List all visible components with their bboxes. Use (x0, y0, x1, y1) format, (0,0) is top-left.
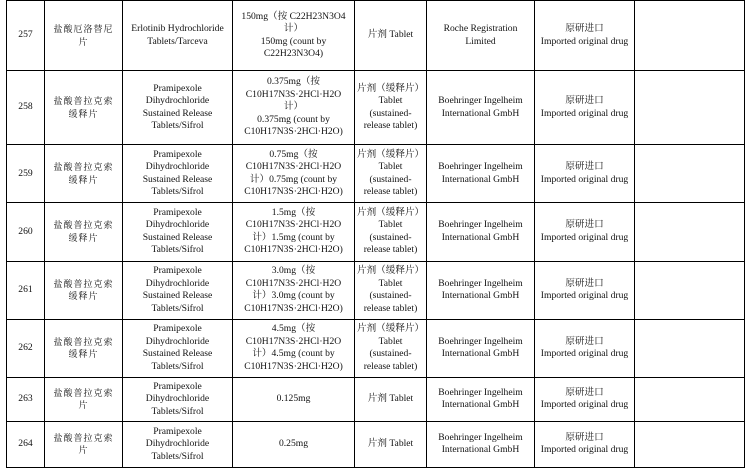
drug-name-english-line: Pramipexole (153, 206, 202, 218)
specification (233, 421, 355, 467)
drug-type-line: 原研进口 (565, 431, 604, 443)
specification-line: C10H17N3S·2HCl·H2O (245, 88, 342, 100)
marketing-company-line: International GmbH (441, 444, 520, 456)
drug-name-english-line: Pramipexole (153, 323, 202, 335)
row-number: 262 (7, 319, 45, 377)
drug-name-english-line: Pramipexole (153, 380, 202, 392)
drug-name-english-line: Dihydrochloride (145, 161, 210, 173)
table-row (7, 1, 745, 71)
dosage-form (355, 71, 427, 145)
marketing-company-line: Boehringer Ingelheim (438, 277, 523, 289)
drug-type (535, 1, 635, 71)
drug-name-english-line: Dihydrochloride (145, 95, 210, 107)
marketing-company-line: Roche Registration (443, 23, 518, 35)
drug-name-chinese-line: 缓释片 (68, 174, 99, 185)
drug-name-chinese-line: 缓释片 (68, 108, 99, 119)
row-number: 263 (7, 377, 45, 421)
table-row (7, 421, 745, 467)
specification-line: 计）3.0mg (count by (252, 290, 335, 302)
drug-name-english-line: Sustained Release (142, 290, 213, 302)
drug-name-english-line: Sustained Release (142, 173, 213, 185)
row-number: 259 (7, 145, 45, 203)
drug-type (535, 71, 635, 145)
marketing-company (427, 421, 535, 467)
table-row (7, 71, 745, 145)
dosage-form (355, 145, 427, 203)
empty-cell (635, 1, 745, 71)
dosage-form (355, 203, 427, 261)
drug-type-line: 原研进口 (565, 335, 604, 347)
table-body (7, 1, 745, 468)
specification (233, 319, 355, 377)
drug-name-english-line: Tablets/Sifrol (151, 302, 204, 314)
drug-name-english-line: Dihydrochloride (145, 219, 210, 231)
drug-type-line: 原研进口 (565, 23, 604, 35)
drug-name-english-line: Pramipexole (153, 425, 202, 437)
drug-name-chinese-line: 盐酸普拉克索 (53, 220, 114, 231)
drug-type (535, 203, 635, 261)
drug-name-english-line: Sustained Release (142, 107, 213, 119)
dosage-form-line: Tablet (sustained- (369, 277, 412, 302)
marketing-company-line: Boehringer Ingelheim (438, 161, 523, 173)
drug-name-english (123, 71, 233, 145)
drug-name-chinese-line: 片 (78, 400, 89, 411)
marketing-company-line: International GmbH (441, 399, 520, 411)
drug-type-line: 原研进口 (565, 277, 604, 289)
dosage-form-line: release tablet) (363, 120, 418, 132)
dosage-form (355, 1, 427, 71)
empty-cell (635, 145, 745, 203)
dosage-form-line: release tablet) (363, 302, 418, 314)
specification-line: 3.0mg（按 (271, 265, 316, 277)
specification-line: 0.75mg（按 (269, 148, 318, 160)
dosage-form-line: 片剂（缓释片） (357, 265, 425, 277)
specification-line: 计） (283, 101, 304, 113)
drug-type-line: Imported original drug (540, 231, 629, 243)
specification-line: C10H17N3S·2HCl·H2O) (244, 186, 343, 198)
empty-cell (635, 319, 745, 377)
dosage-form-line: Tablet (sustained- (369, 335, 412, 360)
dosage-form-line: 片剂（缓释片） (357, 206, 425, 218)
drug-name-english-line: Tablets/Tarceva (147, 35, 208, 47)
table-row (7, 203, 745, 261)
drug-name-english (123, 1, 233, 71)
drug-name-english-line: Tablets/Sifrol (151, 244, 204, 256)
dosage-form-line: release tablet) (363, 360, 418, 372)
drug-name-english (123, 203, 233, 261)
marketing-company-line: Boehringer Ingelheim (438, 386, 523, 398)
drug-type (535, 319, 635, 377)
dosage-form-line: release tablet) (363, 186, 418, 198)
marketing-company-line: International GmbH (441, 290, 520, 302)
empty-cell (635, 71, 745, 145)
marketing-company (427, 1, 535, 71)
drug-name-english-line: Tablets/Sifrol (151, 360, 204, 372)
drug-name-chinese-line: 片 (78, 36, 89, 47)
drug-name-english-line: Dihydrochloride (145, 277, 210, 289)
drug-name-chinese-line: 缓释片 (68, 349, 99, 360)
drug-name-chinese-line: 盐酸普拉克索 (53, 432, 114, 443)
specification-line: 150mg（按 C22H23N3O4 (241, 10, 346, 22)
specification-line: 0.25mg (278, 438, 309, 450)
drug-name-english-line: Tablets/Sifrol (151, 450, 204, 462)
drug-type-line: 原研进口 (565, 95, 604, 107)
specification-line: C10H17N3S·2HCl·H2O (245, 219, 342, 231)
specification-line: C10H17N3S·2HCl·H2O (245, 335, 342, 347)
row-number: 264 (7, 421, 45, 467)
drug-name-english-line: Pramipexole (153, 82, 202, 94)
table-row (7, 261, 745, 319)
drug-name-chinese-line: 缓释片 (68, 232, 99, 243)
drug-name-chinese-line: 盐酸普拉克索 (53, 387, 114, 398)
drug-name-english-line: Tablets/Sifrol (151, 405, 204, 417)
specification (233, 71, 355, 145)
empty-cell (635, 261, 745, 319)
drug-type-line: Imported original drug (540, 107, 629, 119)
drug-type (535, 261, 635, 319)
empty-cell (635, 421, 745, 467)
drug-type-line: 原研进口 (565, 161, 604, 173)
specification-line: C22H23N3O4) (263, 48, 324, 60)
table-row (7, 145, 745, 203)
drug-name-english-line: Sustained Release (142, 231, 213, 243)
drug-name-english-line: Erlotinib Hydrochloride (131, 23, 224, 35)
drug-list-table (6, 0, 745, 468)
marketing-company-line: Boehringer Ingelheim (438, 95, 523, 107)
drug-name-chinese-line: 缓释片 (68, 291, 99, 302)
dosage-form (355, 261, 427, 319)
marketing-company (427, 261, 535, 319)
empty-cell (635, 377, 745, 421)
specification-line: 计）1.5mg (count by (252, 231, 335, 243)
marketing-company-line: International GmbH (441, 173, 520, 185)
marketing-company (427, 377, 535, 421)
marketing-company-line: International GmbH (441, 231, 520, 243)
dosage-form-line: Tablet (sustained- (369, 219, 412, 243)
table-row (7, 377, 745, 421)
drug-name-english-line: Dihydrochloride (145, 438, 210, 450)
drug-name-english-line: Tablets/Sifrol (151, 120, 204, 132)
drug-name-chinese (45, 71, 123, 145)
drug-type (535, 145, 635, 203)
row-number: 257 (7, 1, 45, 71)
drug-name-chinese-line: 盐酸普拉克索 (53, 278, 114, 289)
specification-line: C10H17N3S·2HCl·H2O) (244, 302, 343, 314)
drug-name-chinese (45, 261, 123, 319)
drug-name-chinese (45, 145, 123, 203)
dosage-form-line: Tablet (sustained- (369, 95, 412, 119)
specification-line: 计）4.5mg (count by (252, 348, 335, 360)
dosage-form-line: 片剂 Tablet (367, 438, 414, 450)
drug-name-chinese-line: 盐酸厄洛替尼 (53, 24, 114, 35)
specification (233, 261, 355, 319)
marketing-company-line: Boehringer Ingelheim (438, 335, 523, 347)
drug-name-english-line: Pramipexole (153, 148, 202, 160)
specification-line: C10H17N3S·2HCl·H2O) (244, 244, 343, 256)
marketing-company (427, 145, 535, 203)
drug-name-english (123, 261, 233, 319)
drug-name-chinese (45, 203, 123, 261)
specification (233, 1, 355, 71)
drug-type-line: Imported original drug (540, 444, 629, 456)
drug-type-line: Imported original drug (540, 348, 629, 360)
dosage-form-line: Tablet (sustained- (369, 161, 412, 185)
drug-type-line: Imported original drug (540, 290, 629, 302)
drug-type-line: Imported original drug (540, 399, 629, 411)
marketing-company-line: Boehringer Ingelheim (438, 219, 523, 231)
marketing-company (427, 319, 535, 377)
drug-name-chinese-line: 盐酸普拉克索 (53, 336, 114, 347)
drug-name-chinese (45, 377, 123, 421)
specification-line: C10H17N3S·2HCl·H2O) (244, 360, 343, 372)
specification-line: 计）0.75mg (count by (249, 173, 338, 185)
specification (233, 203, 355, 261)
marketing-company (427, 203, 535, 261)
dosage-form (355, 377, 427, 421)
marketing-company-line: Boehringer Ingelheim (438, 431, 523, 443)
marketing-company (427, 71, 535, 145)
drug-type-line: 原研进口 (565, 219, 604, 231)
specification-line: 150mg (count by (260, 35, 327, 47)
drug-name-english-line: Dihydrochloride (145, 335, 210, 347)
dosage-form (355, 421, 427, 467)
marketing-company-line: International GmbH (441, 348, 520, 360)
drug-name-english-line: Pramipexole (153, 265, 202, 277)
specification-line: C10H17N3S·2HCl·H2O (245, 277, 342, 289)
drug-name-english-line: Sustained Release (142, 348, 213, 360)
drug-type (535, 421, 635, 467)
specification (233, 145, 355, 203)
dosage-form-line: 片剂（缓释片） (357, 148, 425, 160)
specification-line: 0.375mg (count by (257, 113, 330, 125)
dosage-form-line: 片剂 Tablet (367, 393, 414, 405)
drug-name-chinese-line: 盐酸普拉克索 (53, 96, 114, 107)
drug-name-chinese (45, 421, 123, 467)
dosage-form-line: release tablet) (363, 244, 418, 256)
drug-name-english (123, 319, 233, 377)
specification-line: 4.5mg（按 (271, 323, 316, 335)
specification-line: C10H17N3S·2HCl·H2O (245, 161, 342, 173)
row-number: 260 (7, 203, 45, 261)
drug-name-chinese (45, 319, 123, 377)
drug-type (535, 377, 635, 421)
drug-type-line: Imported original drug (540, 173, 629, 185)
table-row (7, 319, 745, 377)
drug-type-line: Imported original drug (540, 35, 629, 47)
row-number: 261 (7, 261, 45, 319)
drug-name-chinese-line: 片 (78, 445, 89, 456)
empty-cell (635, 203, 745, 261)
specification-line: 0.375mg（按 (266, 76, 321, 88)
drug-type-line: 原研进口 (565, 386, 604, 398)
drug-name-chinese (45, 1, 123, 71)
row-number: 258 (7, 71, 45, 145)
specification (233, 377, 355, 421)
specification-line: 0.125mg (276, 393, 311, 405)
specification-line: 计） (283, 23, 304, 35)
drug-name-english (123, 377, 233, 421)
drug-name-chinese-line: 盐酸普拉克索 (53, 162, 114, 173)
drug-name-english (123, 421, 233, 467)
drug-name-english (123, 145, 233, 203)
dosage-form (355, 319, 427, 377)
dosage-form-line: 片剂（缓释片） (357, 323, 425, 335)
marketing-company-line: International GmbH (441, 107, 520, 119)
dosage-form-line: 片剂（缓释片） (357, 82, 425, 94)
specification-line: C10H17N3S·2HCl·H2O) (244, 126, 343, 138)
dosage-form-line: 片剂 Tablet (367, 29, 414, 41)
specification-line: 1.5mg（按 (271, 206, 316, 218)
drug-name-english-line: Tablets/Sifrol (151, 186, 204, 198)
marketing-company-line: Limited (465, 35, 496, 47)
drug-name-english-line: Dihydrochloride (145, 393, 210, 405)
